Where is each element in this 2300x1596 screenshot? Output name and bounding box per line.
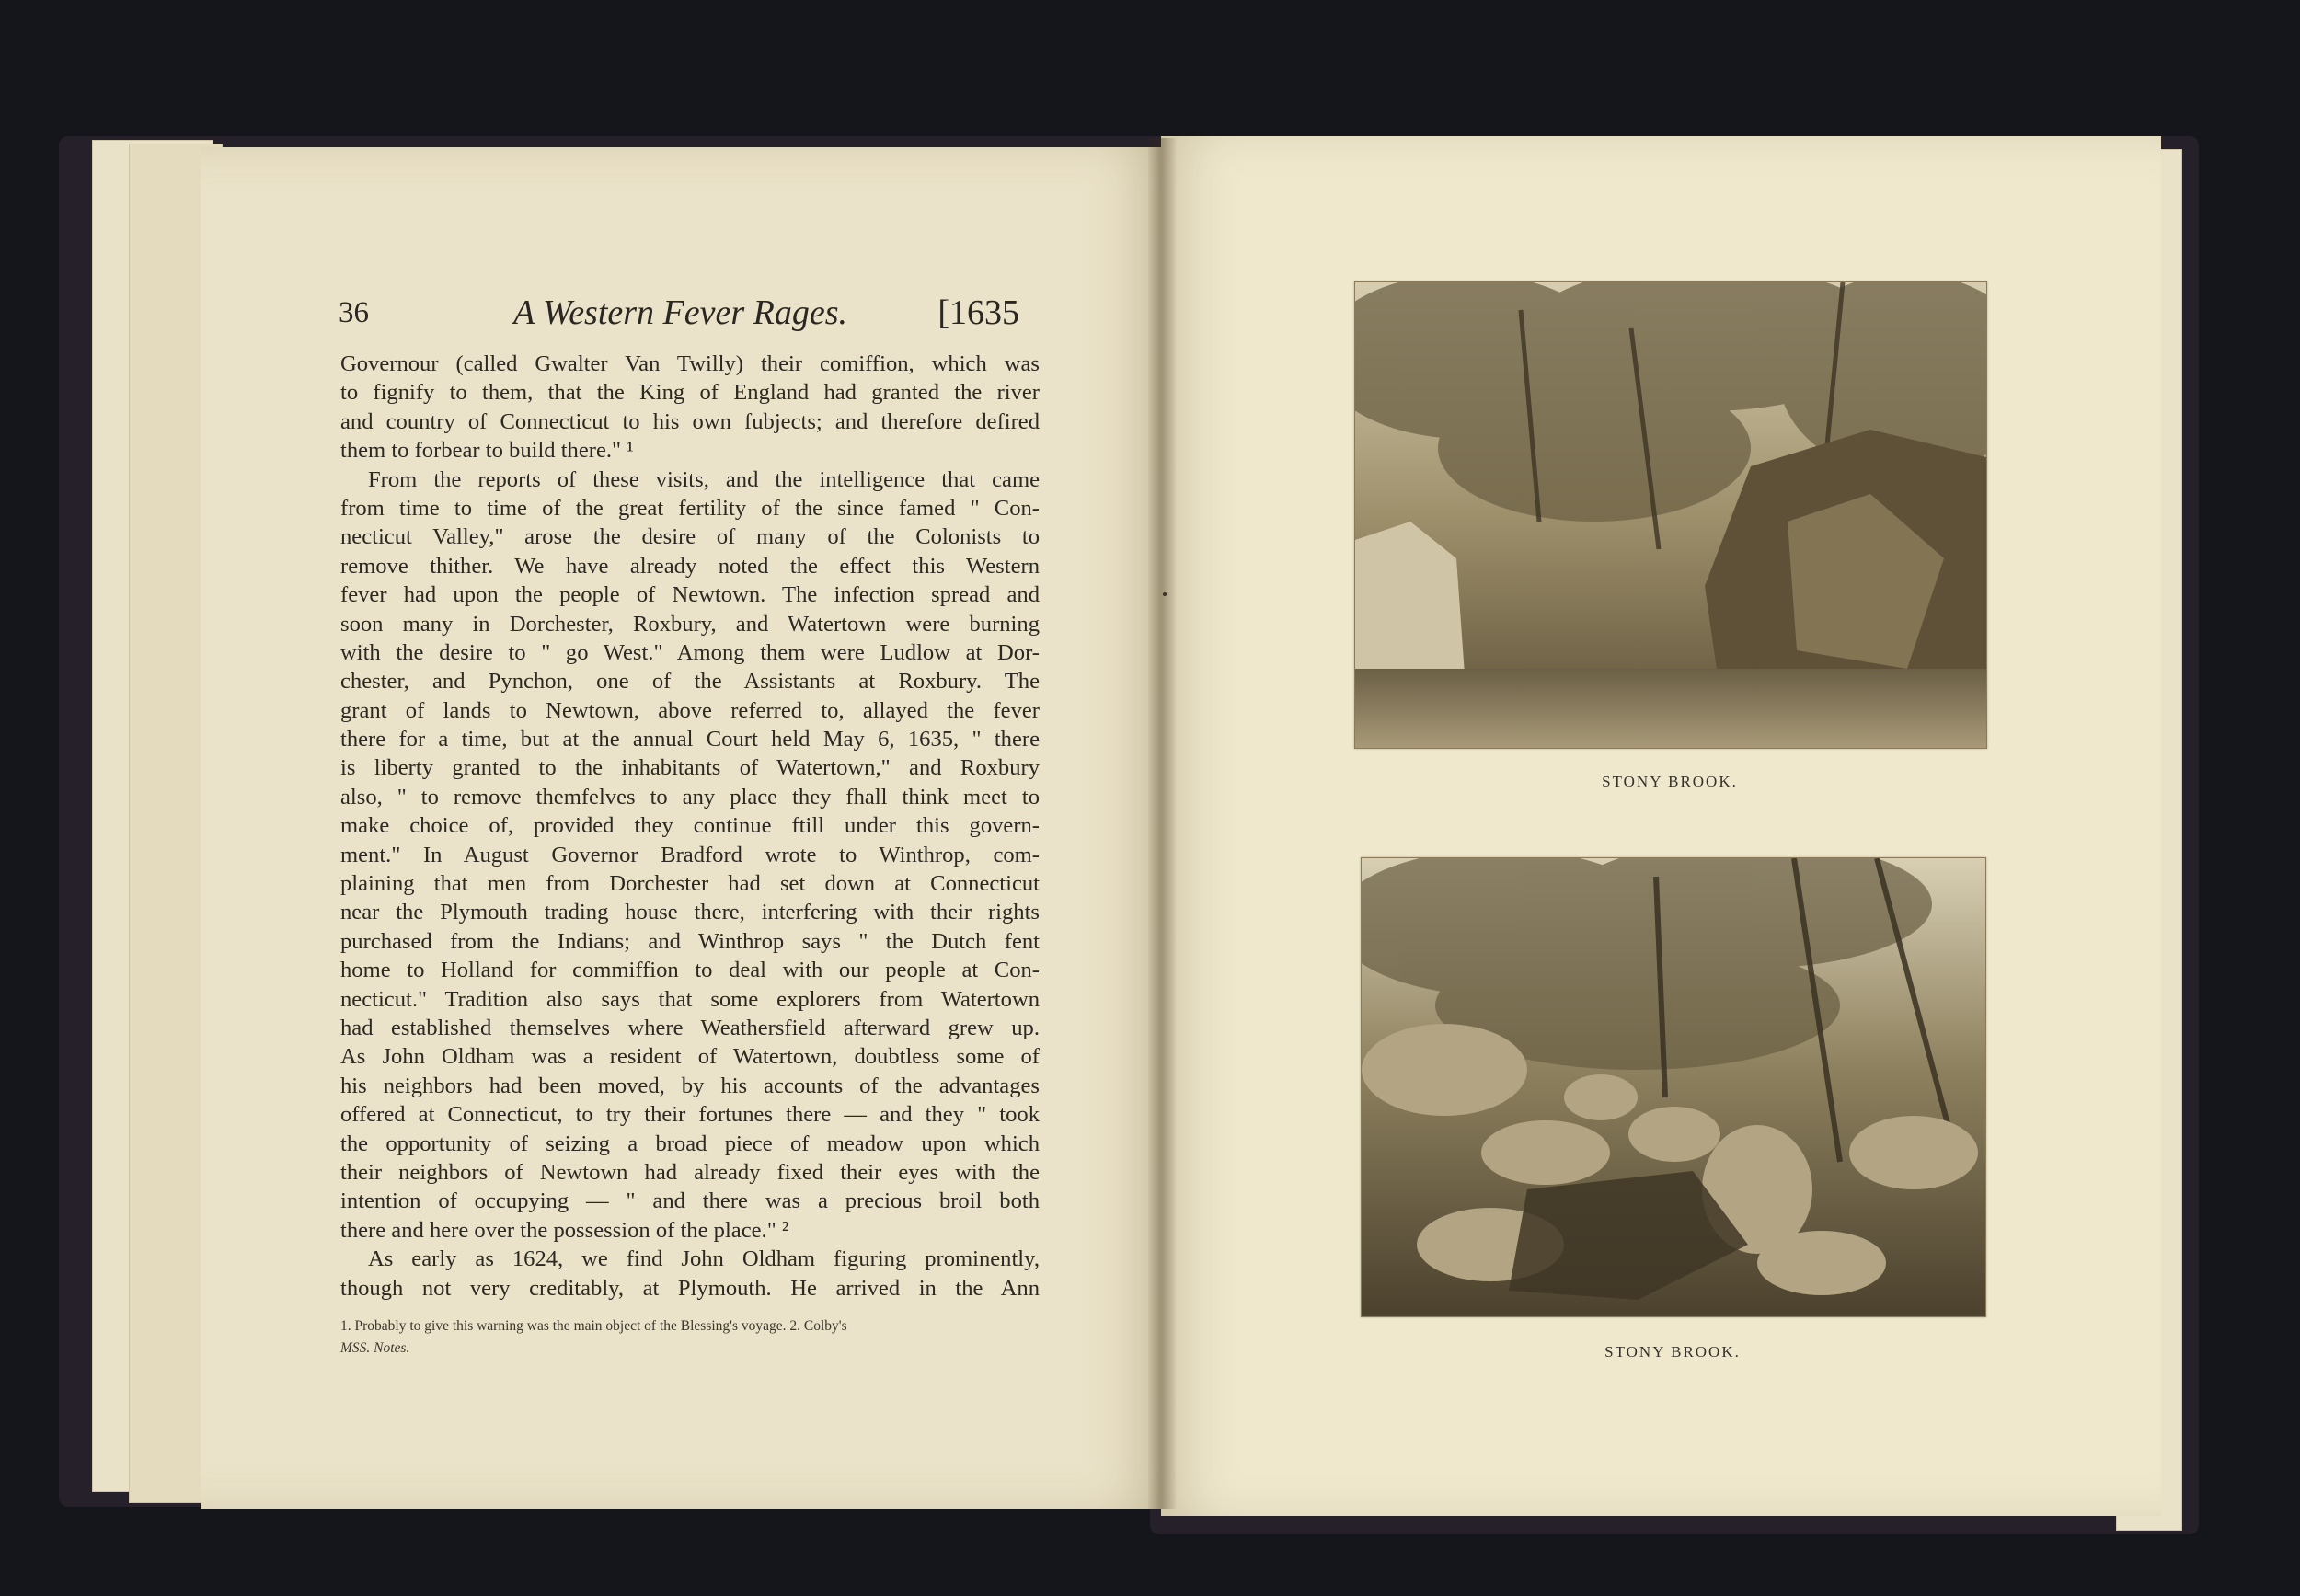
- text-line: near the Plymouth trading house there, interfering with their rights: [340, 900, 1040, 925]
- text-line: necticut." Tradition also says that some explorers from Watertown: [340, 986, 1040, 1012]
- text-line: necticut Valley," arose the desire of many of the Colonists to: [340, 524, 1040, 550]
- page-number: 36: [339, 296, 369, 329]
- text-line: there and here over the possession of the place." ²: [340, 1217, 789, 1243]
- text-line: also, " to remove themfelves to any place they fhall think meet to: [340, 784, 1040, 809]
- text-line: to fignify to them, that the King of England had granted the river: [340, 380, 1040, 406]
- text-line: his neighbors had been moved, by his accounts of the advantages: [340, 1073, 1040, 1098]
- text-line: plaining that men from Dorchester had set down at Connecticut: [340, 871, 1040, 897]
- book-gutter: [1148, 138, 1176, 1509]
- page-mark: [1163, 592, 1167, 596]
- photo-caption-bottom: STONY BROOK.: [1604, 1343, 1741, 1361]
- photo-plate-bottom: [1361, 857, 1986, 1317]
- page-header: [339, 293, 1019, 335]
- text-line: and country of Connecticut to his own fubjects; and therefore defired: [340, 408, 1040, 434]
- text-line: intention of occupying — " and there was a precious broil both: [340, 1188, 1040, 1214]
- text-line: soon many in Dorchester, Roxbury, and Watertown were burning: [340, 611, 1040, 637]
- text-line: ment." In August Governor Bradford wrote to Winthrop, com-: [340, 842, 1040, 867]
- header-year: [1635: [937, 293, 1019, 332]
- text-line: from time to time of the great fertility of the since famed " Con-: [340, 495, 1040, 521]
- text-line: their neighbors of Newtown had already fixed their eyes with the: [340, 1159, 1040, 1185]
- body-text: [340, 350, 1040, 1303]
- text-line: there for a time, but at the annual Court held May 6, 1635, " there: [340, 727, 1040, 752]
- running-title: A Western Fever Rages.: [513, 293, 848, 332]
- text-line: home to Holland for commiffion to deal with our people at Con-: [340, 958, 1040, 983]
- text-line: Governour (called Gwalter Van Twilly) their comiffion, which was: [340, 351, 1040, 376]
- footnote-line: MSS. Notes.: [340, 1340, 410, 1356]
- text-line: As early as 1624, we find John Oldham figuring prominently,: [368, 1246, 1040, 1272]
- text-line: make choice of, provided they continue ftill under this govern-: [340, 813, 1040, 839]
- forest-ravine-photo-icon: [1355, 282, 1986, 748]
- text-line: fever had upon the people of Newtown. The infection spread and: [340, 582, 1040, 608]
- rocky-stream-photo-icon: [1362, 858, 1985, 1316]
- text-line: offered at Connecticut, to try their fortunes there — and they " took: [340, 1102, 1040, 1128]
- text-line: remove thither. We have already noted the effect this Western: [340, 553, 1040, 579]
- photo-caption-top: STONY BROOK.: [1602, 773, 1738, 790]
- text-line: them to forbear to build there." ¹: [340, 438, 634, 464]
- text-line: purchased from the Indians; and Winthrop says " the Dutch fent: [340, 928, 1040, 954]
- text-line: chester, and Pynchon, one of the Assistants at Roxbury. The: [340, 669, 1040, 695]
- photo-plate-top: [1354, 281, 1987, 749]
- text-line: with the desire to " go West." Among them were Ludlow at Dor-: [340, 639, 1040, 665]
- text-line: had established themselves where Weathersfield afterward grew up.: [340, 1015, 1040, 1040]
- footnotes: [340, 1315, 1040, 1360]
- text-line: the opportunity of seizing a broad piece of meadow upon which: [340, 1131, 1040, 1156]
- text-line: As John Oldham was a resident of Watertown, doubtless some of: [340, 1044, 1040, 1070]
- footnote-line: 1. Probably to give this warning was the main object of the Blessing's voyage. 2. Colby's: [340, 1318, 847, 1334]
- text-line: though not very creditably, at Plymouth. He arrived in the Ann: [340, 1275, 1040, 1301]
- text-line: is liberty granted to the inhabitants of Watertown," and Roxbury: [340, 755, 1040, 781]
- text-line: grant of lands to Newtown, above referred to, allayed the fever: [340, 697, 1040, 723]
- text-line: From the reports of these visits, and the intelligence that came: [368, 466, 1040, 492]
